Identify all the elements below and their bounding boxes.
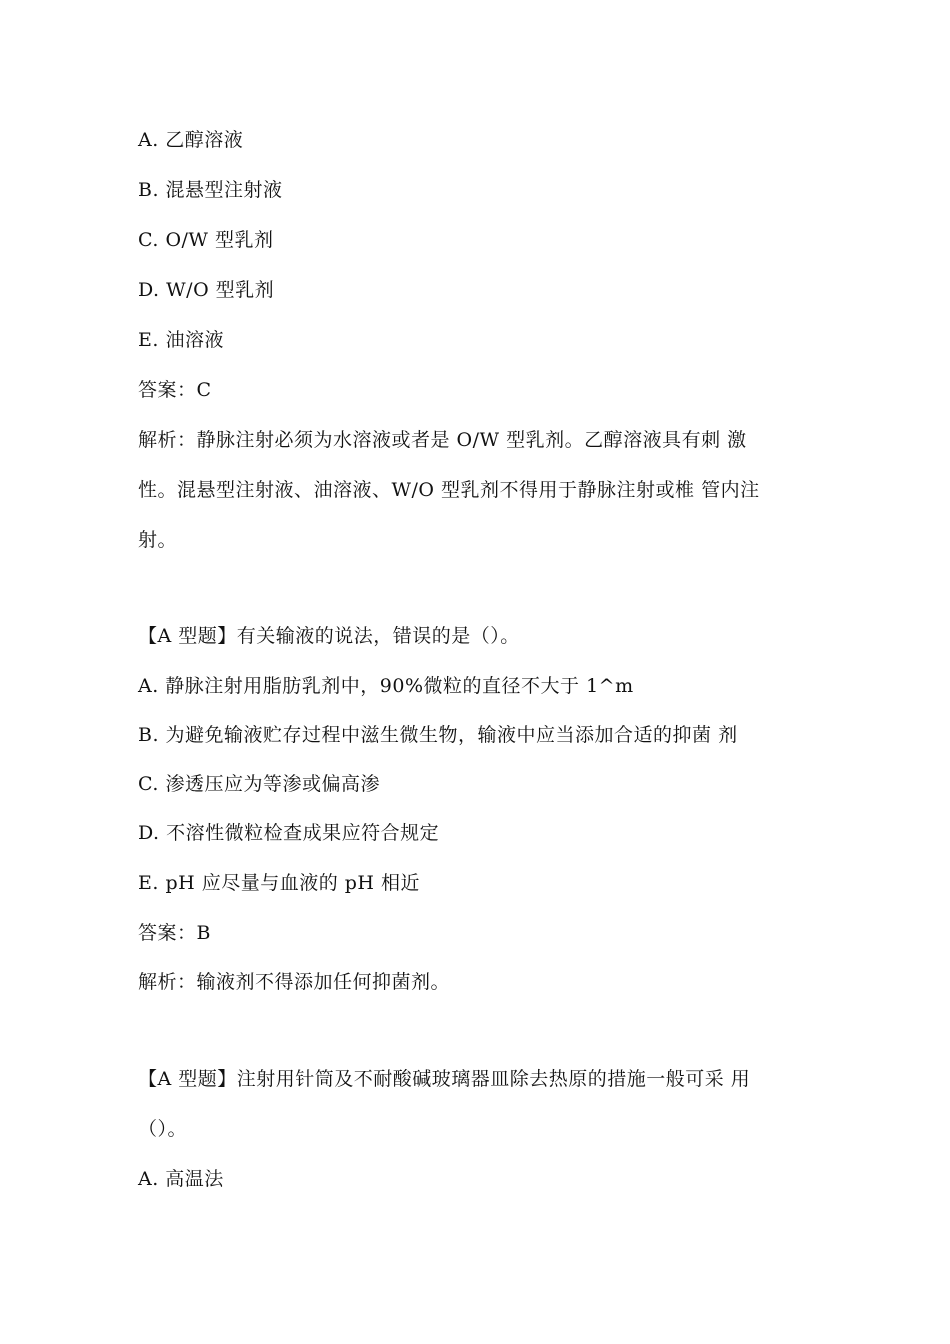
option-a: A. 乙醇溶液 (138, 129, 244, 151)
answer: 答案：C (138, 379, 212, 401)
option-a: A. 高温法 (138, 1168, 224, 1190)
option-a: A. 静脉注射用脂肪乳剂中，90%微粒的直径不大于 1^m (138, 675, 634, 697)
question-stem: 【A 型题】有关输液的说法，错误的是（）。 (138, 625, 520, 647)
option-e: E. 油溶液 (138, 329, 224, 351)
option-d: D. 不溶性微粒检查成果应符合规定 (138, 822, 440, 844)
question-stem-line-1: 【A 型题】注射用针筒及不耐酸碱玻璃器皿除去热原的措施一般可采 用 (138, 1068, 751, 1090)
question-stem-line-2: （）。 (138, 1118, 188, 1140)
analysis-line-3: 射。 (138, 529, 178, 551)
analysis-line-1: 解析：静脉注射必须为水溶液或者是 O/W 型乳剂。乙醇溶液具有刺 激 (138, 429, 747, 451)
answer: 答案：B (138, 922, 211, 944)
analysis-line: 解析：输液剂不得添加任何抑菌剂。 (138, 971, 451, 993)
option-b: B. 为避免输液贮存过程中滋生微生物，输液中应当添加合适的抑菌 剂 (138, 724, 738, 746)
option-e: E. pH 应尽量与血液的 pH 相近 (138, 872, 421, 894)
option-d: D. W/O 型乳剂 (138, 279, 275, 301)
analysis-line-2: 性。混悬型注射液、油溶液、W/O 型乳剂不得用于静脉注射或椎 管内注 (138, 479, 760, 501)
option-c: C. 渗透压应为等渗或偏高渗 (138, 773, 380, 795)
option-c: C. O/W 型乳剂 (138, 229, 274, 251)
option-b: B. 混悬型注射液 (138, 179, 283, 201)
